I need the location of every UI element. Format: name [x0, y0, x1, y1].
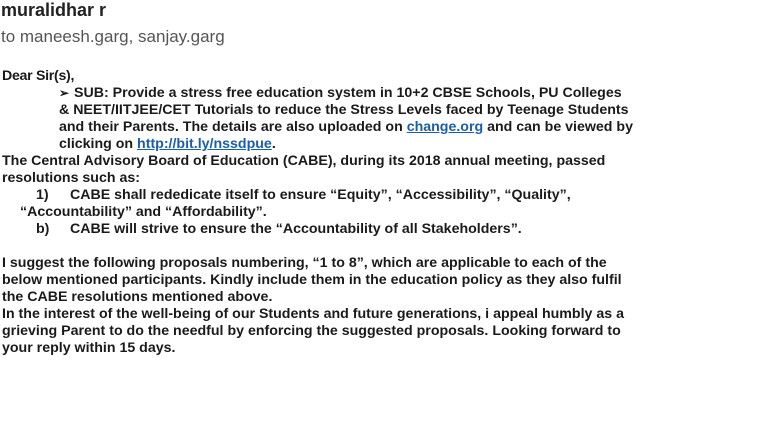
- subject-line-2: & NEET/IITJEE/CET Tutorials to reduce the Stress Levels faced by Teenage Students: [59, 102, 629, 118]
- suggest-line-3: the CABE resolutions mentioned above.: [2, 289, 273, 305]
- subject-line-3: [59, 119, 768, 136]
- subject-text-3b: and can be viewed by: [483, 119, 633, 135]
- list-item: [2, 187, 768, 204]
- email-body: [2, 68, 768, 357]
- list-item: [2, 221, 768, 238]
- cabe-intro-line-2: resolutions such as:: [2, 170, 140, 186]
- greeting: Dear Sir(s),: [2, 68, 75, 84]
- subject-text-3a: and their Parents. The details are also uploaded on: [59, 119, 407, 135]
- appeal-line-1: In the interest of the well-being of our Students and future generations, i appeal humbly as a: [2, 306, 624, 322]
- subject-label: SUB: [74, 85, 104, 101]
- subject-block: [59, 85, 768, 153]
- appeal-line-2: grieving Parent to do the needful by enforcing the suggested proposals. Looking forward to: [2, 323, 621, 339]
- subject-line-1: [59, 85, 768, 102]
- bitly-link[interactable]: http://bit.ly/nssdpue: [137, 136, 272, 152]
- list-marker: 1): [36, 187, 49, 203]
- cabe-intro-line-1: The Central Advisory Board of Education (CABE), during its 2018 annual meeting, passed: [2, 153, 606, 169]
- change-org-link[interactable]: change.org: [406, 119, 484, 135]
- subject-line-4: [59, 136, 768, 153]
- suggest-line-2: below mentioned participants. Kindly include them in the education policy as they also fulfil: [2, 272, 622, 288]
- spacer: [2, 238, 768, 255]
- appeal-line-3: your reply within 15 days.: [2, 340, 176, 356]
- arrow-bullet-icon: ➢: [59, 86, 70, 100]
- recipients-line: to maneesh.garg, sanjay.garg: [1, 27, 225, 46]
- subject-text-4b: .: [271, 136, 276, 152]
- list-item-line-1: CABE will strive to ensure the “Accountability of all Stakeholders”.: [70, 221, 522, 237]
- list-item-line-2: “Accountability” and “Affordability”.: [20, 204, 267, 220]
- subject-text-1: : Provide a stress free education system in 10+2 CBSE Schools, PU Colleges: [103, 85, 622, 101]
- list-marker: b): [36, 221, 50, 237]
- sender-name: muralidhar r: [1, 0, 107, 20]
- subject-text-4a: clicking on: [59, 136, 138, 152]
- list-item-line-1: CABE shall rededicate itself to ensure “Equity”, “Accessibility”, “Quality”,: [70, 187, 571, 203]
- suggest-line-1: I suggest the following proposals numbering, “1 to 8”, which are applicable to each of the: [2, 255, 607, 271]
